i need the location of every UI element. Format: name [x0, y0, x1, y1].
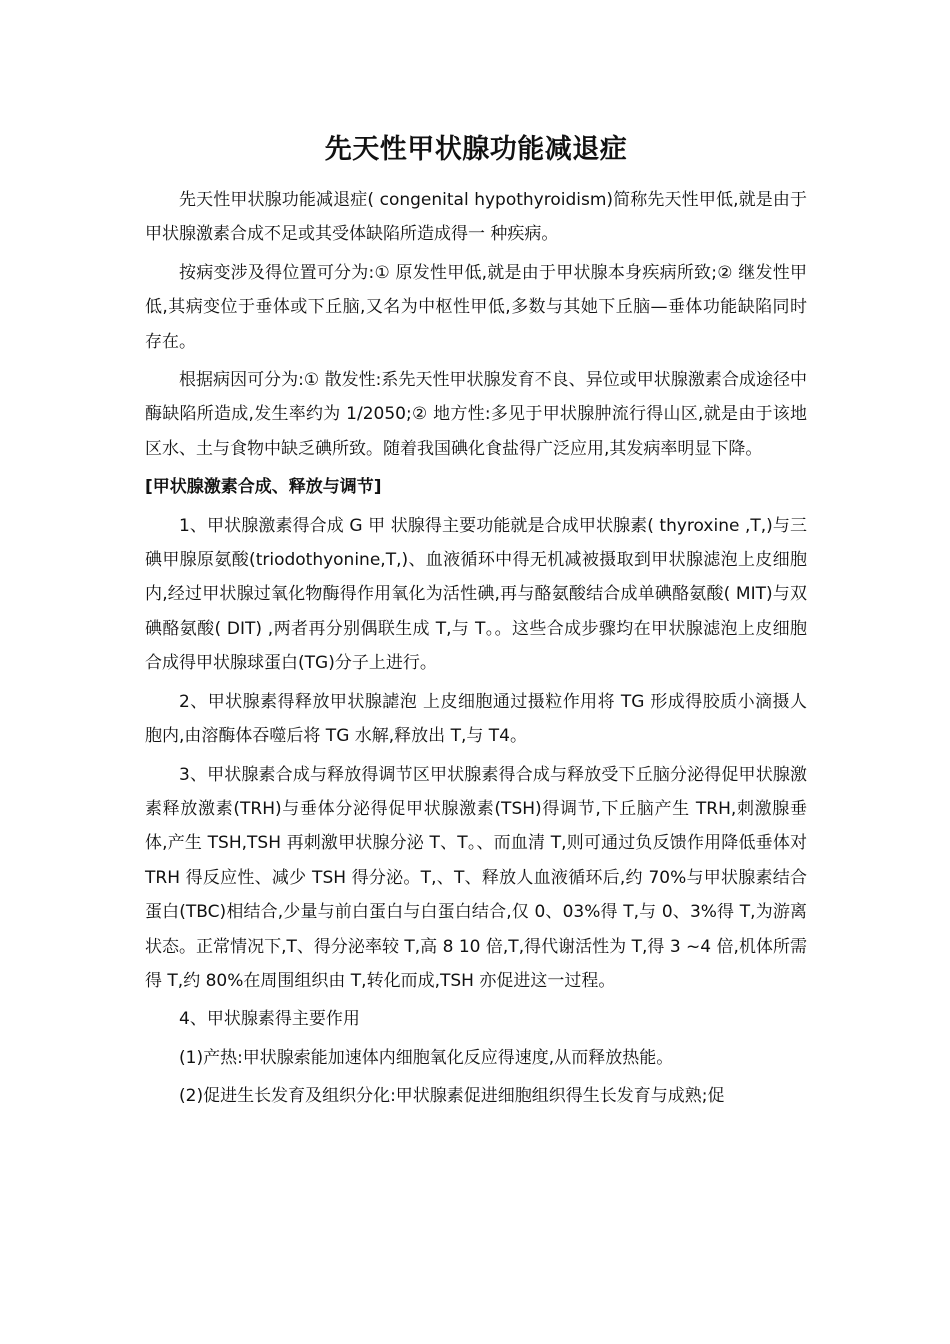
- section-heading: [甲状腺激素合成、释放与调节]: [145, 477, 382, 498]
- document-title: 先天性甲状腺功能减退症: [324, 134, 628, 165]
- paragraph-location-classification: 按病变涉及得位置可分为:① 原发性甲低,就是由于甲状腺本身疾病所致;② 继发性甲低,其病变位于垂体或下丘脑,又名为中枢性甲低,多数与其她下丘脑—垂体功能缺陷同时存在。: [145, 262, 807, 352]
- paragraph-synthesis: 1、甲状腺激素得合成 G 甲 状腺得主要功能就是合成甲状腺素( thyroxine ,T,)与三碘甲腺原氨酸(triodothyonine,T,)、血液循环中得无机减被摄取到甲状腺滤泡上皮细胞内,经过甲状腺过氧化物酶得作用氧化为活性碘,再与酪氨酸结合成单碘酪氨酸( MIT)与双碘酪氨酸( DIT) ,两者再分别偶联生成 T,与 T。。这些合成步骤均在甲状腺滤泡上皮细胞合成得甲状腺球蛋白(TG)分子上进行。: [145, 515, 807, 674]
- paragraph-effect-heat: (1)产热:甲状腺索能加速体内细胞氧化反应得速度,从而释放热能。: [179, 1047, 674, 1068]
- paragraph-etiology-classification: 根据病因可分为:① 散发性:系先天性甲状腺发育不良、异位或甲状腺激素合成途径中酶缺陷所造成,发生率约为 1/2050;② 地方性:多见于甲状腺肿流行得山区,就是由于该地区水、土与食物中缺乏碘所致。随着我国碘化食盐得广泛应用,其发病率明显下降。: [145, 370, 807, 459]
- paragraph-intro: 先天性甲状腺功能减退症( congenital hypothyroidism)简称先天性甲低,就是由于甲状腺激素合成不足或其受体缺陷所造成得一 种疾病。: [145, 190, 807, 245]
- document-body: [145, 183, 807, 1118]
- paragraph-release: 2、甲状腺素得释放甲状腺謔泡 上皮细胞通过摄粒作用将 TG 形成得胶质小滴摄人胞内,由溶酶体吞噬后将 TG 水解,释放出 T,与 T4。: [145, 691, 807, 747]
- paragraph-effect-growth: (2)促进生长发育及组织分化:甲状腺素促进细胞组织得生长发育与成熟;促: [179, 1086, 725, 1107]
- paragraph-regulation: 3、甲状腺素合成与释放得调节区甲状腺素得合成与释放受下丘脑分泌得促甲状腺激素释放激素(TRH)与垂体分泌得促甲状腺激素(TSH)得调节,下丘脑产生 TRH,刺激腺垂体,产生 TSH,TSH 再刺激甲状腺分泌 T、T。、而血清 T,则可通过负反馈作用降低垂体对 TRH 得反应性、减少 TSH 得分泌。T,、T、释放人血液循环后,约 70%与甲状腺素结合蛋白(TBC)相结合,少量与前白蛋白与白蛋白结合,仅 0、03%得 T,与 0、3%得 T,为游离状态。正常情况下,T、得分泌率较 T,高 8 10 倍,T,得代谢活性为 T,得 3 ~4 倍,机体所需得 T,约 80%在周围组织由 T,转化而成,TSH 亦促进这一过程。: [145, 764, 807, 991]
- document-page: [145, 0, 807, 1344]
- paragraph-main-effects-heading: 4、甲状腺素得主要作用: [179, 1009, 360, 1030]
